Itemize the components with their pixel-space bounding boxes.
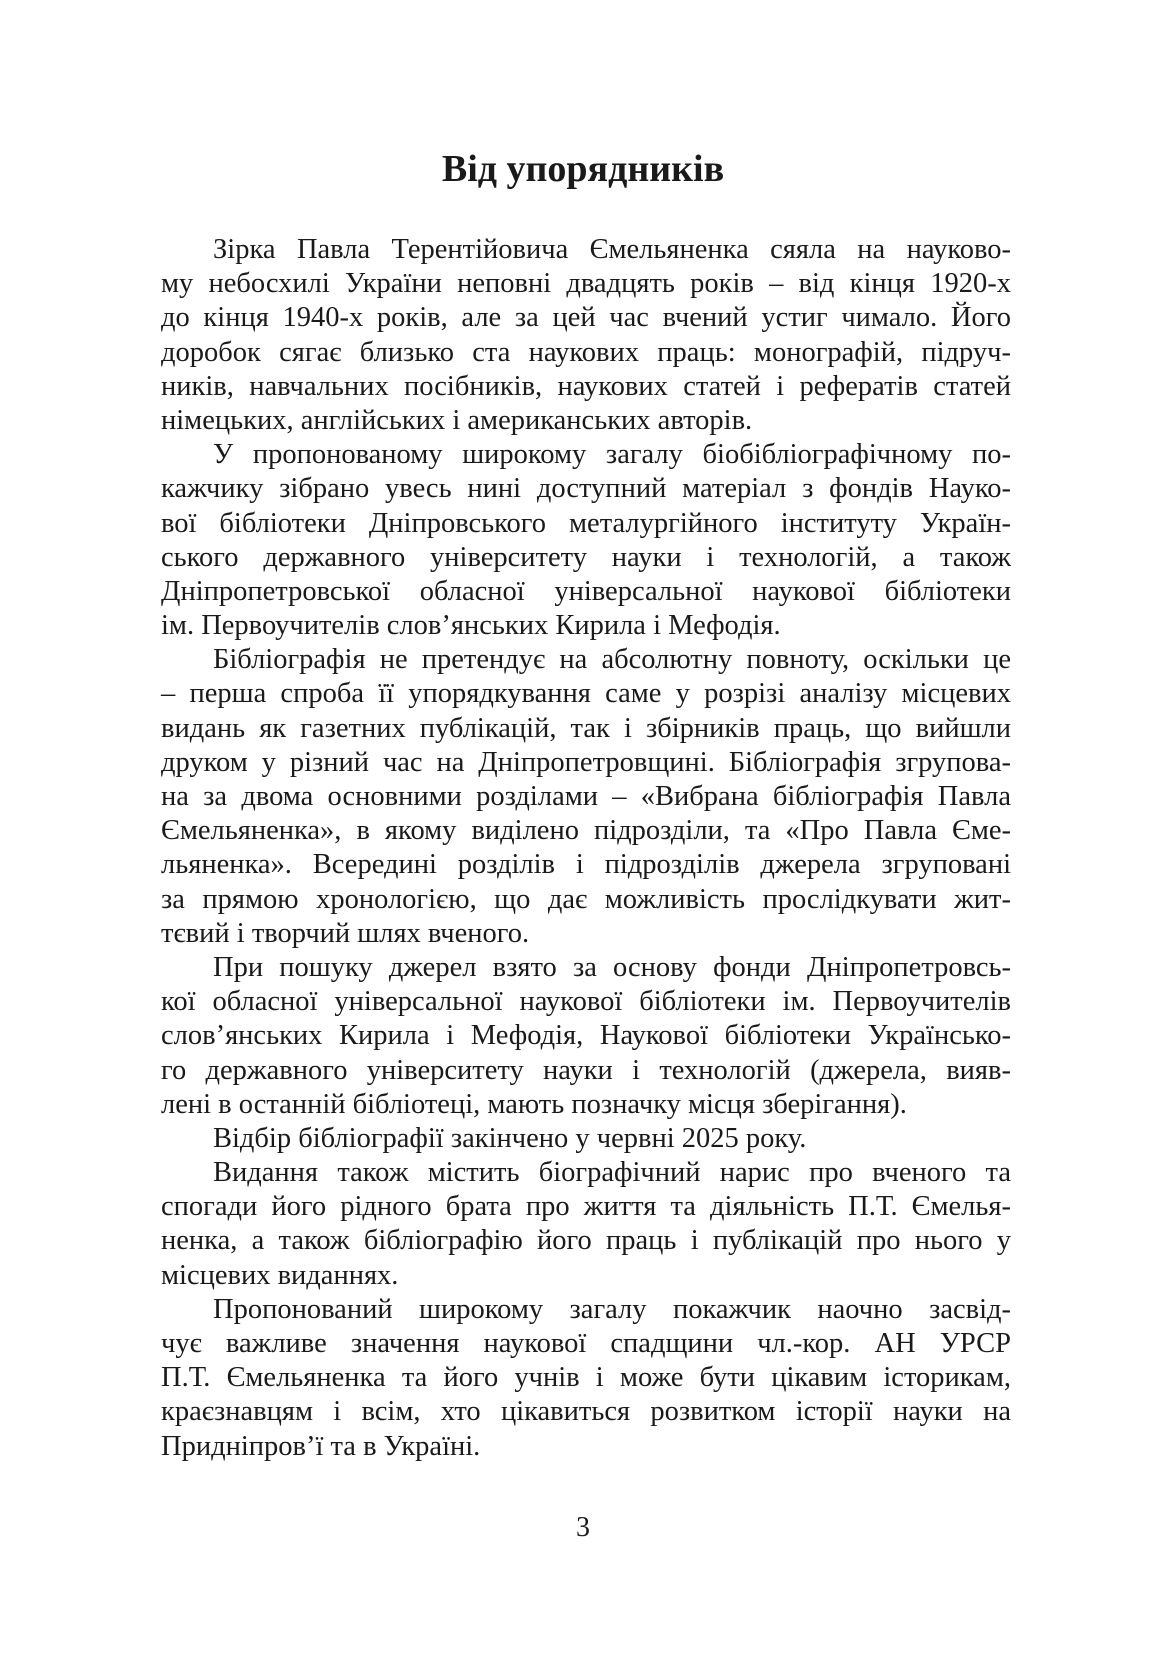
paragraph-line: вої бібліотеки Дніпровського металургійного інституту Україн- (161, 507, 1011, 539)
paragraph-line: Зірка Павла Терентійовича Ємельяненка сяяла на науково- (213, 234, 1011, 265)
page-number: 3 (576, 1512, 590, 1543)
paragraph-line: лені в останній бібліотеці, мають позначку місця зберігання). (161, 1088, 907, 1120)
paragraph (161, 1122, 1011, 1156)
paragraph-line: за прямою хронологією, що дає можливість прослідкувати жит- (161, 883, 1011, 915)
paragraph-line: друком у різний час на Дніпропетровщині. Бібліографія згрупова- (161, 746, 1011, 778)
paragraph-line: Дніпропетровської обласної універсальної наукової бібліотеки (161, 575, 1011, 607)
paragraph (161, 951, 1011, 1122)
paragraph-line: Бібліографія не претендує на абсолютну повноту, оскільки це (213, 644, 1011, 676)
paragraph-line: на за двома основними розділами – «Вибрана бібліографія Павла (161, 781, 1011, 812)
paragraph-line: ників, навчальних посібників, наукових статей і рефератів статей (161, 370, 1011, 402)
paragraph (161, 1156, 1011, 1293)
paragraph-line: німецьких, англійських і американських авторів. (161, 404, 753, 436)
paragraph-line: Пропонований широкому загалу покажчик наочно засвід- (213, 1293, 1011, 1325)
paragraph-line: Придніпров’ї та в Україні. (161, 1430, 481, 1462)
paragraph (161, 438, 1011, 643)
paragraph-line: тєвий і творчий шлях вченого. (161, 917, 530, 949)
body-text (161, 233, 1011, 1464)
paragraph-line: Ємельяненка», в якому виділено підрозділи, та «Про Павла Єме- (161, 815, 1011, 847)
paragraph-line: Відбір бібліографії закінчено у червні 2025 року. (213, 1122, 807, 1154)
paragraph-line: кажчику зібрано увесь нині доступний матеріал з фондів Науко- (161, 473, 1011, 505)
paragraph (161, 233, 1011, 438)
paragraph-line: ського державного університету науки і технологій, а також (161, 541, 1011, 573)
paragraph (161, 643, 1011, 951)
paragraph-line: доробок сягає близько ста наукових праць: монографій, підруч- (161, 336, 1011, 368)
paragraph-line: до кінця 1940-х років, але за цей час вчений устиг чимало. Його (161, 302, 1011, 334)
paragraph-line: видань як газетних публікацій, так і збірників праць, що вийшли (161, 712, 1011, 744)
paragraph-line: му небосхилі України неповні двадцять років – від кінця 1920-х (161, 268, 1011, 300)
paragraph-line: чує важливе значення наукової спадщини чл.-кор. АН УРСР (161, 1328, 1011, 1359)
paragraph-line: Видання також містить біографічний нарис про вченого та (213, 1157, 1011, 1189)
paragraph-line: го державного університету науки і технологій (джерела, вияв- (161, 1054, 1011, 1086)
paragraph-line: У пропонованому широкому загалу біобібліографічному по- (213, 439, 1011, 471)
paragraph-line: льяненка». Всередині розділів і підрозділів джерела згруповані (161, 849, 1011, 881)
paragraph-line: слов’янських Кирила і Мефодія, Наукової бібліотеки Українсько- (161, 1020, 1011, 1052)
paragraph-line: краєзнавцям і всім, хто цікавиться розвитком історії науки на (161, 1396, 1011, 1428)
paragraph-line: місцевих виданнях. (161, 1259, 399, 1291)
paragraph-line: кої обласної універсальної наукової бібліотеки ім. Первоучителів (161, 986, 1011, 1018)
paragraph-line: ім. Первоучителів слов’янських Кирила і Мефодія. (161, 610, 781, 642)
paragraph-line: – перша спроба її упорядкування саме у розрізі аналізу місцевих (161, 678, 1011, 710)
paragraph-line: ненка, а також бібліографію його праць і публікацій про нього у (161, 1225, 1011, 1257)
paragraph-line: При пошуку джерел взято за основу фонди Дніпропетровсь- (213, 951, 1011, 983)
paragraph-line: спогади його рідного брата про життя та діяльність П.Т. Ємелья- (161, 1191, 1011, 1223)
page-title: Від упорядників (441, 148, 725, 190)
paragraph-line: П.Т. Ємельяненка та його учнів і може бути цікавим історикам, (161, 1362, 1011, 1394)
paragraph (161, 1293, 1011, 1464)
